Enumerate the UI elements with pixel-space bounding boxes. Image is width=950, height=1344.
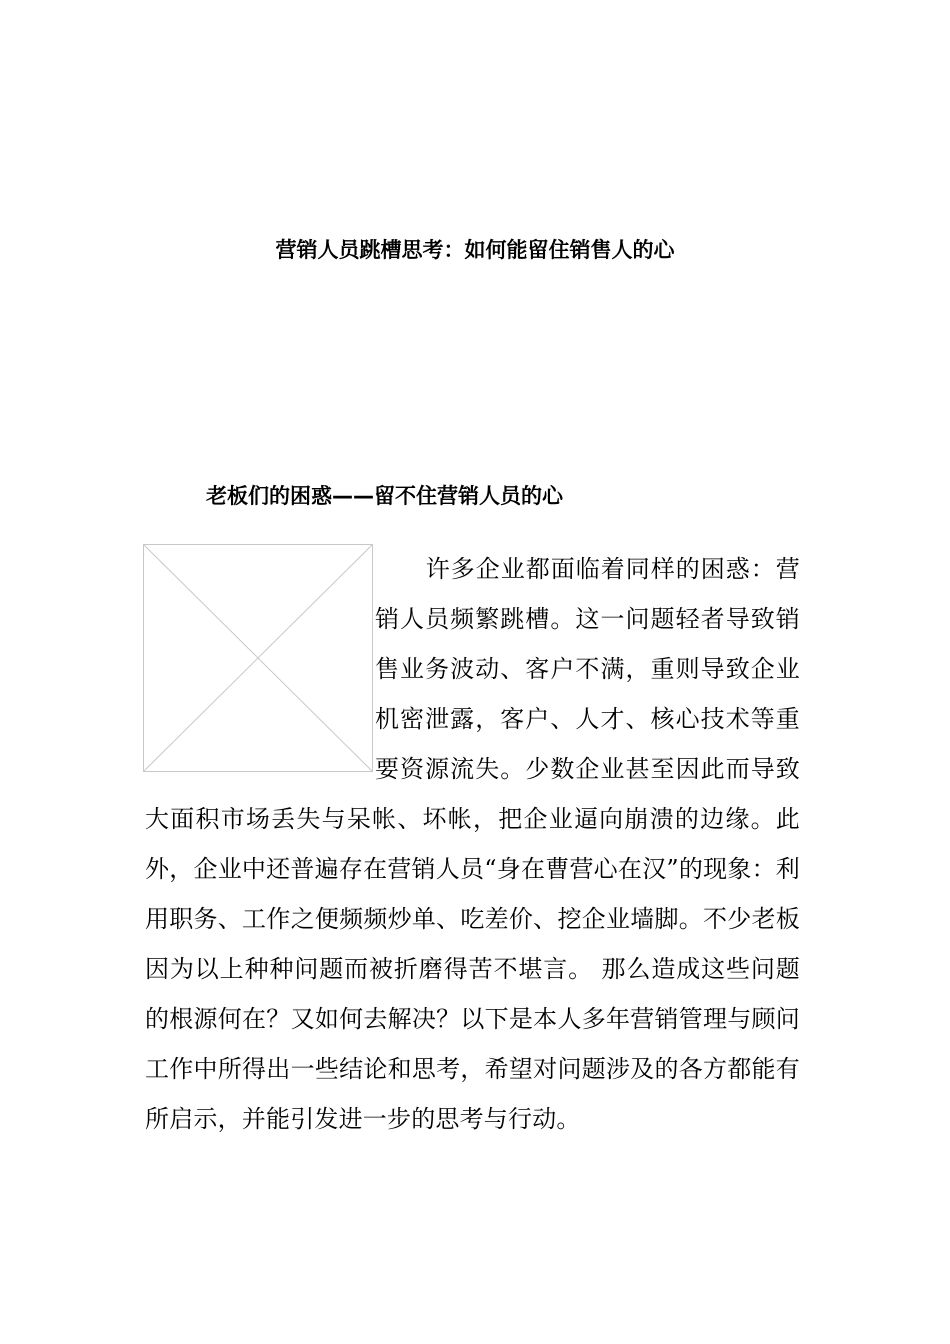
page-title: 营销人员跳槽思考：如何能留住销售人的心 xyxy=(275,238,675,262)
section-heading: 老板们的困惑——留不住营销人员的心 xyxy=(206,484,563,508)
image-placeholder xyxy=(143,544,373,772)
article-body xyxy=(145,544,800,1144)
broken-image-icon xyxy=(143,544,373,772)
intro-paragraph-text: 许多企业都面临着同样的困惑：营销人员频繁跳槽。这一问题轻者导致销售业务波动、客户不满，重则导致企业机密泄露，客户、人才、核心技术等重要资源流失。少数企业甚至因此而导致大面积市场丢失与呆帐、坏帐，把企业逼向崩溃的边缘。此外，企业中还普遍存在营销人员“身在曹营心在汉”的现象：利用职务、工作之便频频炒单、吃差价、挖企业墙脚。不少老板因为以上种种问题而被折磨得苦不堪言。 那么造成这些问题的根源何在？又如何去解决？以下是本人多年营销管理与顾问工作中所得出一些结论和思考，希望对问题涉及的各方都能有所启示，并能引发进一步的思考与行动。 xyxy=(145,555,800,1133)
